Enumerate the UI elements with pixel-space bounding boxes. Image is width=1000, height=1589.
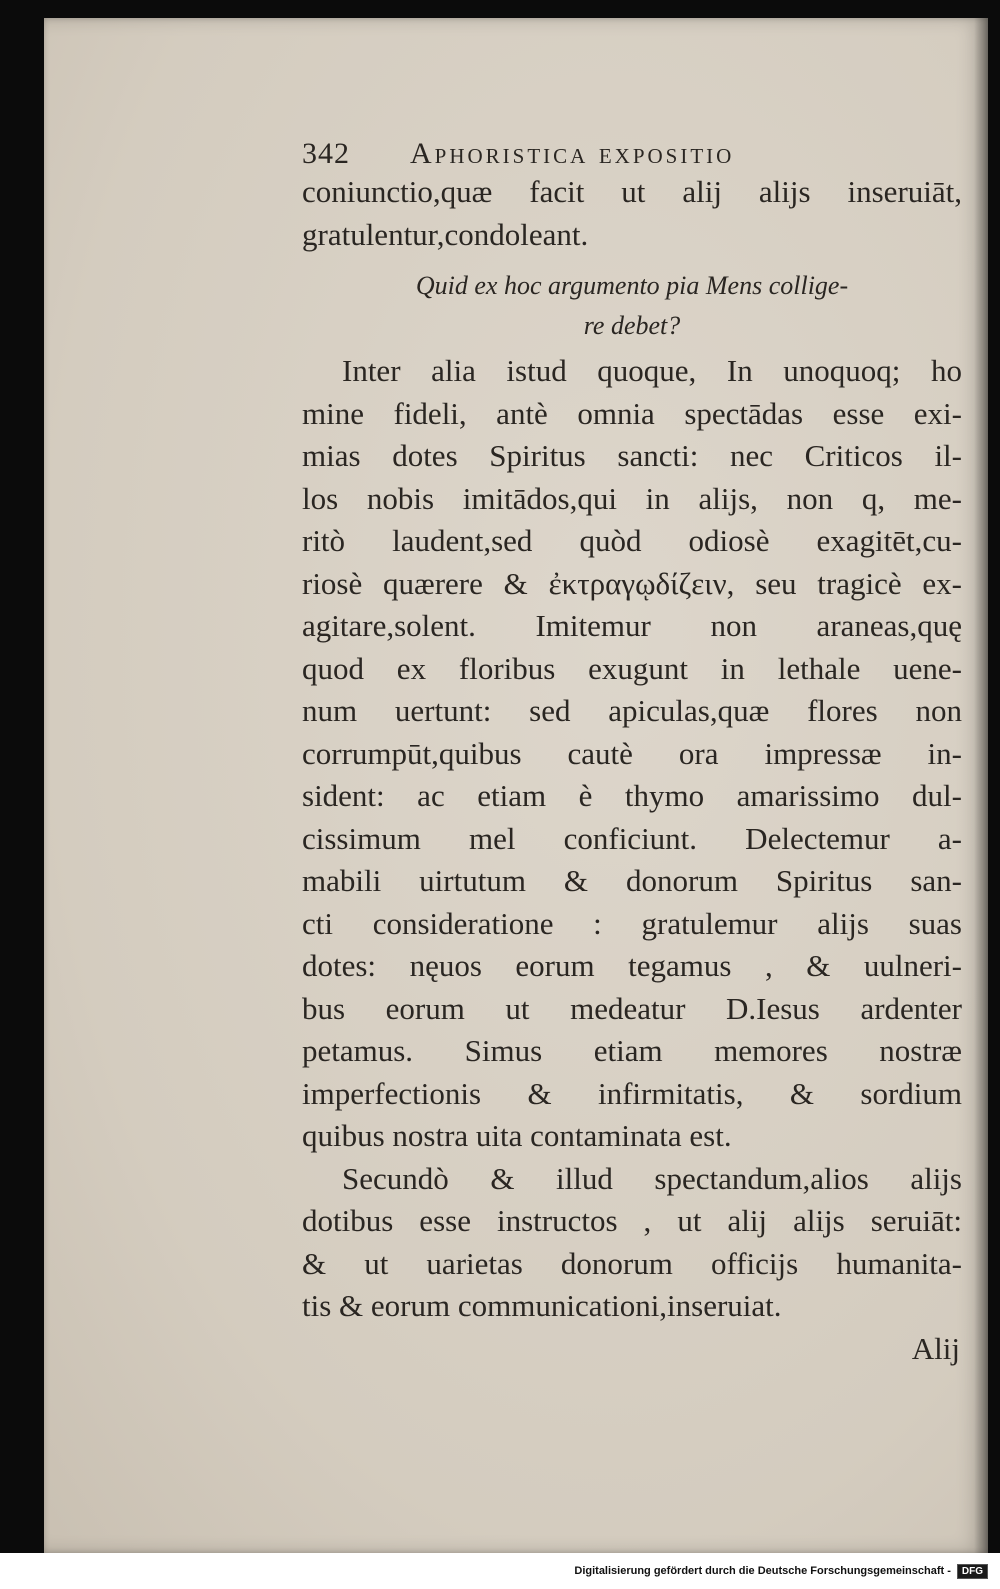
paragraph-2 (302, 1158, 962, 1328)
text-line: cti consideratione : gratulemur alijs suas (302, 905, 962, 941)
digitization-footer (0, 1553, 1000, 1589)
text-line: mine fideli, antè omnia spectādas esse exi- (302, 395, 962, 431)
text-line: agitare,solent. Imitemur non araneas,quę (302, 608, 962, 643)
text-line: tis & eorum communicationi,inseruiat. (302, 1288, 782, 1323)
paragraph-1 (302, 350, 962, 1158)
text-line: los nobis imitādos,qui in alijs, non q, me- (302, 480, 962, 516)
text-line: Inter alia istud quoque, In unoquoq; ho (342, 353, 962, 388)
text-line: mias dotes Spiritus sancti: nec Criticos il- (302, 438, 962, 473)
page-gutter-shadow (974, 18, 988, 1553)
text-line: corrumpūt,quibus cautè ora impressæ in- (302, 735, 962, 771)
text-line: imperfectionis & infirmitatis, & sordium (302, 1075, 962, 1111)
text-line: ritò laudent,sed quòd odiosè exagitēt,cu- (302, 523, 962, 558)
text-line: quibus nostra uita contaminata est. (302, 1118, 732, 1153)
text-line: bus eorum ut medeatur D.Iesus ardenter (302, 990, 962, 1026)
text-line: riosè quærere & ἐκτραγῳδίζειν, seu tragicè ex- (302, 565, 962, 601)
text-line: num uertunt: sed apiculas,quæ flores non (302, 693, 962, 728)
book-page (44, 18, 988, 1553)
text-line: Secundò & illud spectandum,alios alijs (342, 1160, 962, 1196)
text-line: cissimum mel conficiunt. Delectemur a- (302, 820, 962, 856)
text-line: gratulentur,condoleant. (302, 216, 589, 252)
page-number: 342 (302, 137, 350, 170)
text-line: dotes: nęuos eorum tegamus , & uulneri- (302, 948, 962, 983)
text-line: quod ex floribus exugunt in lethale uene- (302, 650, 962, 686)
dfg-logo-icon: DFG (957, 1564, 988, 1579)
catchword: Alij (911, 1330, 960, 1366)
page-text-block (302, 133, 962, 1370)
text-line: dotibus esse instructos , ut alij alijs seruiāt: (302, 1203, 962, 1238)
text-line: & ut uarietas donorum officijs humanita- (302, 1245, 962, 1281)
text-line: mabili uirtutum & donorum Spiritus san- (302, 863, 962, 898)
text-line: sident: ac etiam è thymo amarissimo dul- (302, 778, 962, 813)
funding-credit: Digitalisierung gefördert durch die Deutsche Forschungsgemeinschaft - (574, 1565, 951, 1577)
text-line: coniunctio,quæ facit ut alij alijs inseruiāt, (302, 174, 962, 209)
text-line: petamus. Simus etiam memores nostræ (302, 1033, 962, 1068)
running-header (302, 133, 962, 171)
question-heading-line1: Quid ex hoc argumento pia Mens collige- (415, 271, 849, 300)
running-title: Aphoristica expositio (410, 137, 735, 170)
question-heading-line2: re debet? (583, 311, 681, 340)
